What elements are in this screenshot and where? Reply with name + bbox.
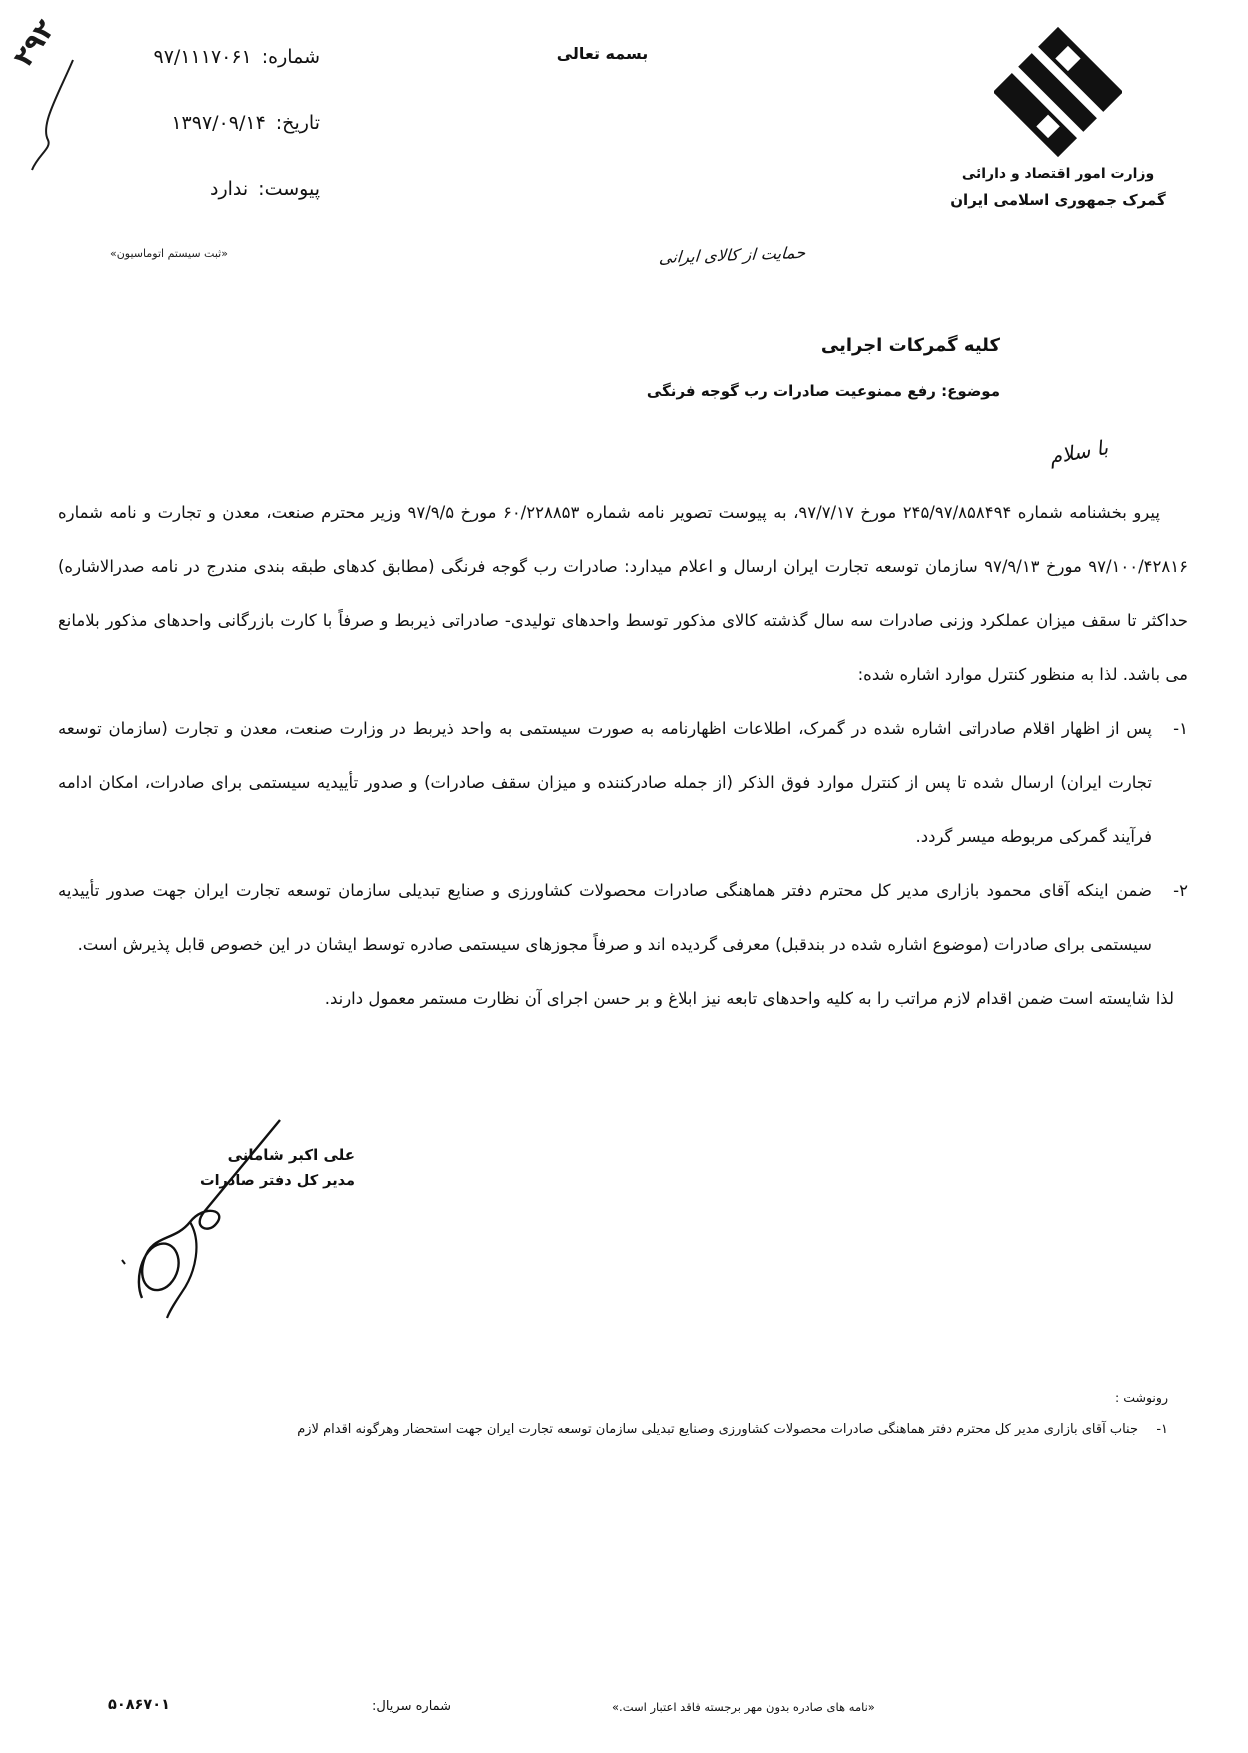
footer-disclaimer: «نامه های صادره بدون مهر برجسته فاقد اعتبار است.»	[612, 1700, 875, 1714]
letter-number-label: شماره:	[261, 46, 320, 68]
letter-date-row	[55, 112, 320, 134]
copy-item-number: ۱-	[1156, 1422, 1168, 1437]
organization-name: گمرک جمهوری اسلامی ایران	[950, 191, 1166, 209]
year-slogan: حمایت از کالای ایرانی	[658, 242, 806, 268]
letter-date-label: تاریخ:	[275, 112, 320, 134]
copy-item-text: جناب آقای بازاری مدیر کل محترم دفتر هماهنگی صادرات محصولات کشاورزی وصنایع تبدیلی سازمان توسعه تجارت ایران جهت استحضار وهرگونه اقدام لازم	[297, 1422, 1138, 1437]
list-item-number: ۲-	[1173, 881, 1188, 900]
list-item	[58, 702, 1188, 864]
letter-body	[58, 486, 1188, 1026]
copy-section-label: رونوشت :	[1115, 1390, 1168, 1405]
letter-number-value: ۹۷/۱۱۱۷۰۶۱	[153, 46, 252, 68]
signer-title: مدیر کل دفتر صادرات	[200, 1173, 355, 1189]
salutation-handwritten: با سلام	[1047, 435, 1110, 469]
intro-paragraph: پیرو بخشنامه شماره ۲۴۵/۹۷/۸۵۸۴۹۴ مورخ ۹۷/۷/۱۷، به پیوست تصویر نامه شماره ۶۰/۲۲۸۸۵۳ مورخ ۹۷/۹/۵ وزیر محترم صنعت، معدن و تجارت و نامه شماره ۹۷/۱۰۰/۴۲۸۱۶ مورخ ۹۷/۹/۱۳ سازمان توسعه تجارت ایران ارسال و اعلام میدارد: صادرات رب گوجه فرنگی (مطابق کدهای طبقه بندی مندرج در نامه صدرالاشاره) حداکثر تا سقف میزان عملکرد وزنی صادرات سه سال گذشته کالای مذکور توسط واحدهای تولیدی- صادراتی ذیربط و صرفاً با کارت بازرگانی واحدهای مذکور بلامانع می باشد. لذا به منظور کنترل موارد اشاره شده:	[58, 503, 1188, 684]
besmele-heading: بسمه تعالی	[556, 44, 649, 63]
serial-number-label: شماره سریال:	[372, 1699, 452, 1714]
letter-attachment-label: پیوست:	[258, 178, 320, 200]
subject-line: موضوع: رفع ممنوعیت صادرات رب گوجه فرنگی	[646, 382, 1000, 400]
list-item-text: پس از اظهار اقلام صادراتی اشاره شده در گمرک، اطلاعات اظهارنامه به صورت سیستمی به واحد ذیربط در وزارت صنعت، معدن و تجارت (سازمان توسعه تجارت ایران) ارسال شده تا پس از کنترل موارد فوق الذکر (از جمله صادرکننده و میزان سقف صادرات) و صدور تأییدیه سیستمی برای صادرات، امکان ادامه فرآیند گمرکی مربوطه میسر گردد.	[58, 719, 1152, 846]
signer-name: علی اکبر شامانی	[227, 1146, 355, 1164]
list-item-number: ۱-	[1173, 719, 1188, 738]
letterhead-org-block	[932, 26, 1184, 209]
iran-customs-logo-icon	[994, 26, 1122, 158]
letter-attachment-row	[55, 178, 320, 200]
letter-number-row	[55, 46, 320, 68]
handwritten-registry-number: ۲۹۲	[7, 14, 62, 73]
letter-meta-block	[55, 46, 320, 200]
automation-note: «ثبت سیستم اتوماسیون»	[110, 247, 228, 260]
letter-date-value: ۱۳۹۷/۰۹/۱۴	[171, 112, 266, 134]
copy-item	[88, 1422, 1168, 1437]
list-item	[58, 864, 1188, 972]
list-item-text: ضمن اینکه آقای محمود بازاری مدیر کل محترم دفتر هماهنگی صادرات محصولات کشاورزی و صنایع تبدیلی سازمان توسعه تجارت ایران جهت صدور تأییدیه سیستمی برای صادرات (موضوع اشاره شده در بندقبل) معرفی گردیده اند و صرفاً مجوزهای سیستمی صادره توسط ایشان در این خصوص قابل پذیرش است.	[58, 881, 1152, 954]
handwritten-signature-scribble	[112, 1112, 312, 1322]
recipient-line: کلیه گمرکات اجرایی	[820, 335, 1000, 356]
letter-attachment-value: ندارد	[209, 178, 249, 200]
closing-paragraph: لذا شایسته است ضمن اقدام لازم مراتب را به کلیه واحدهای تابعه نیز ابلاغ و بر حسن اجرای آن نظارت مستمر معمول دارند.	[324, 989, 1174, 1008]
ministry-name: وزارت امور اقتصاد و دارائی	[961, 166, 1155, 182]
serial-number-value: ۵۰۸۶۷۰۱	[108, 1697, 170, 1713]
